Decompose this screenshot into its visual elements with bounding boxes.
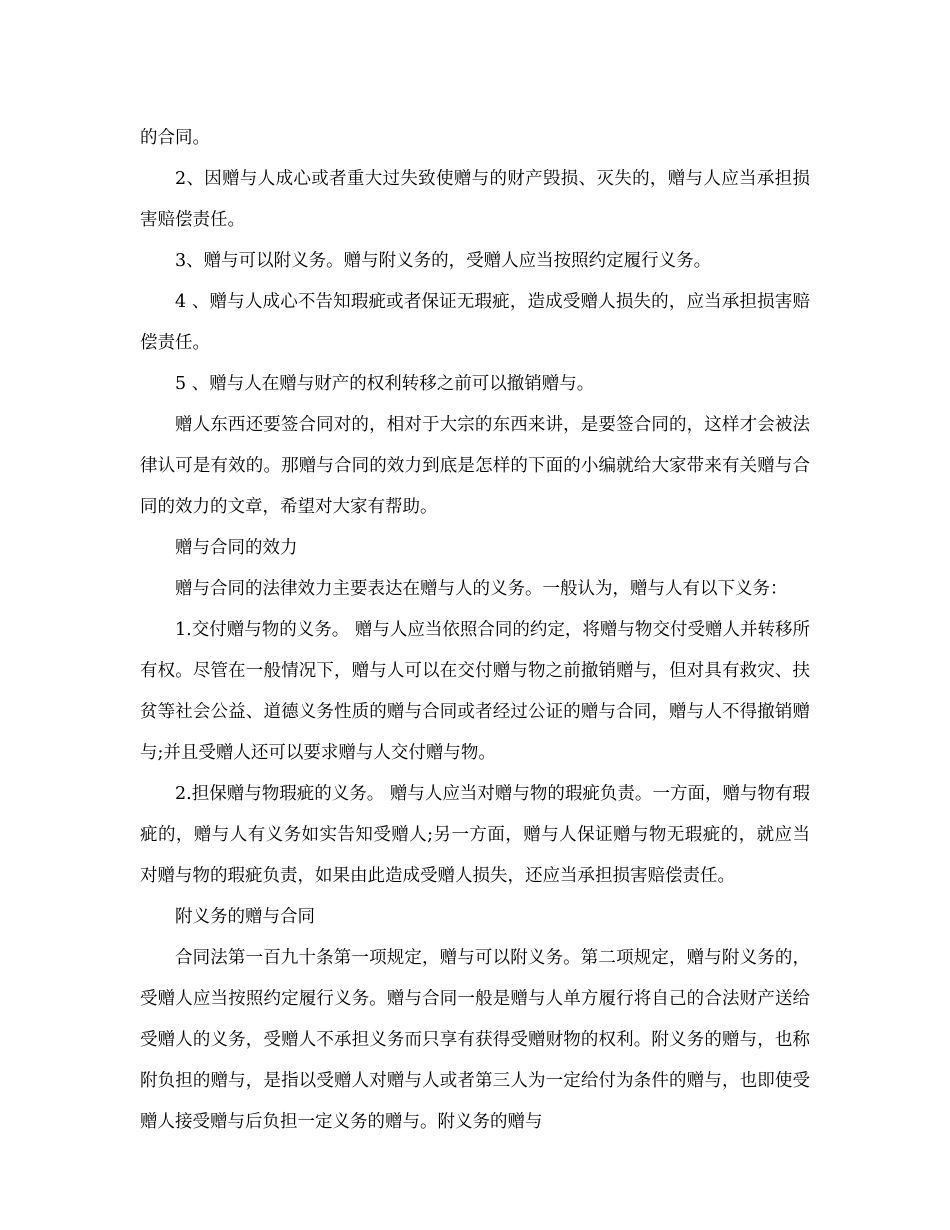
paragraph: 1.交付赠与物的义务。 赠与人应当依照合同的约定，将赠与物交付受赠人并转移所有权。尽管在一般情况下，赠与人可以在交付赠与物之前撤销赠与，但对具有救灾、扶贫等社会公益、道德义务性质的赠与合同或者经过公证的赠与合同，赠与人不得撤销赠与;并且受赠人还可以要求赠与人交付赠与物。 bbox=[140, 620, 810, 763]
section-heading: 附义务的赠与合同 bbox=[175, 907, 315, 927]
paragraph: 的合同。 bbox=[140, 128, 210, 148]
paragraph: 2.担保赠与物瑕疵的义务。 赠与人应当对赠与物的瑕疵负责。一方面，赠与物有瑕疵的，赠与人有义务如实告知受赠人;另一方面，赠与人保证赠与物无瑕疵的，就应当对赠与物的瑕疵负责，如果由此造成受赠人损失，还应当承担损害赔偿责任。 bbox=[140, 784, 810, 886]
paragraph: 合同法第一百九十条第一项规定，赠与可以附义务。第二项规定，赠与附义务的，受赠人应当按照约定履行义务。赠与合同一般是赠与人单方履行将自己的合法财产送给受赠人的义务，受赠人不承担义务而只享有获得受赠财物的权利。附义务的赠与，也称附负担的赠与，是指以受赠人对赠与人或者第三人为一定给付为条件的赠与，也即使受赠人接受赠与后负担一定义务的赠与。附义务的赠与 bbox=[140, 948, 810, 1132]
paragraph: 3、赠与可以附义务。赠与附义务的，受赠人应当按照约定履行义务。 bbox=[175, 251, 712, 271]
document-body bbox=[140, 118, 810, 1143]
paragraph: 2、因赠与人成心或者重大过失致使赠与的财产毁损、灭失的，赠与人应当承担损害赔偿责任。 bbox=[140, 169, 810, 230]
paragraph: 4 、赠与人成心不告知瑕疵或者保证无瑕疵，造成受赠人损失的，应当承担损害赔偿责任。 bbox=[140, 292, 810, 353]
paragraph: 5 、赠与人在赠与财产的权利转移之前可以撤销赠与。 bbox=[175, 374, 595, 394]
section-heading: 赠与合同的效力 bbox=[175, 538, 298, 558]
paragraph: 赠人东西还要签合同对的，相对于大宗的东西来讲，是要签合同的，这样才会被法律认可是有效的。那赠与合同的效力到底是怎样的下面的小编就给大家带来有关赠与合同的效力的文章，希望对大家有帮助。 bbox=[140, 415, 810, 517]
paragraph: 赠与合同的法律效力主要表达在赠与人的义务。一般认为，赠与人有以下义务： bbox=[175, 579, 788, 599]
